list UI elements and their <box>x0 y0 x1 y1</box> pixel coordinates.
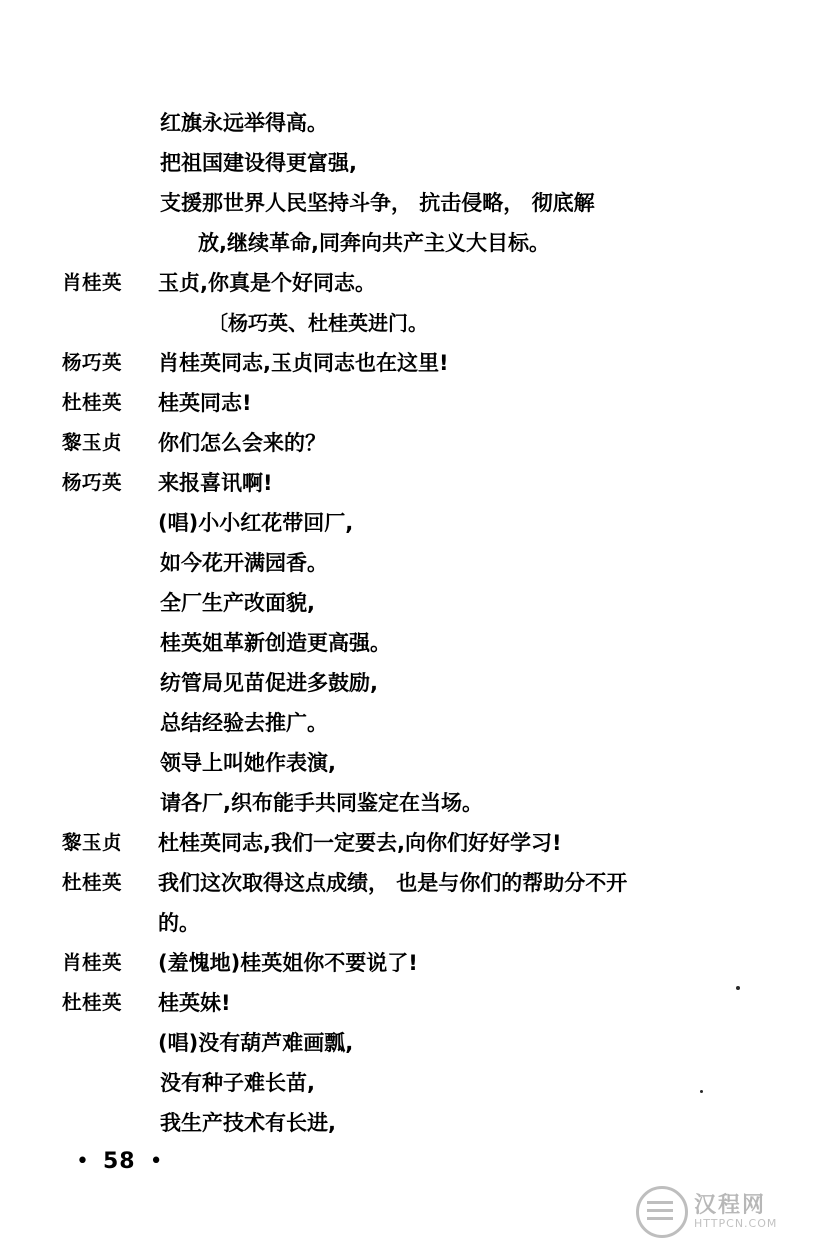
script-line <box>62 904 762 942</box>
script-line <box>62 704 762 742</box>
script-line <box>62 264 762 302</box>
sung-lyric: 请各厂,织布能手共同鉴定在当场。 <box>160 791 483 815</box>
script-line <box>62 1064 762 1102</box>
script-line <box>62 584 762 622</box>
lyric-line: 红旗永远举得高。 <box>160 111 328 135</box>
watermark-logo-icon <box>636 1186 688 1238</box>
script-line <box>62 184 762 222</box>
script-line <box>62 1024 762 1062</box>
speaker-name: 黎玉贞 <box>62 831 123 854</box>
script-line <box>62 464 762 502</box>
sung-lyric: 领导上叫她作表演, <box>160 751 336 775</box>
sung-lyric-first: (唱)没有葫芦难画瓢, <box>158 1031 354 1055</box>
script-line <box>62 344 762 382</box>
sung-lyric-first: (唱)小小红花带回厂, <box>158 511 354 535</box>
page-footer <box>62 1149 762 1174</box>
script-line <box>62 304 762 342</box>
script-line <box>62 544 762 582</box>
script-line <box>62 224 762 262</box>
script-line <box>62 1104 762 1142</box>
sung-lyric: 我生产技术有长进, <box>160 1111 336 1135</box>
dialogue-text: 来报喜讯啊! <box>158 471 273 495</box>
script-line <box>62 504 762 542</box>
speaker-name: 杜桂英 <box>62 871 123 894</box>
script-line <box>62 624 762 662</box>
script-line <box>62 944 762 982</box>
watermark <box>636 1182 806 1242</box>
sung-lyric: 总结经验去推广。 <box>160 711 328 735</box>
speaker-name: 黎玉贞 <box>62 431 123 454</box>
dialogue-text: 玉贞,你真是个好同志。 <box>158 271 376 295</box>
speaker-name: 肖桂英 <box>62 951 123 974</box>
script-body <box>62 104 762 1144</box>
speaker-name: 杨巧英 <box>62 471 123 494</box>
sung-lyric: 如今花开满园香。 <box>160 551 328 575</box>
dialogue-text-continuation: 的。 <box>158 911 200 935</box>
footer-dot-right: • <box>149 1148 163 1174</box>
dialogue-text: 肖桂英同志,玉贞同志也在这里! <box>158 351 449 375</box>
script-line <box>62 744 762 782</box>
dialogue-text: (羞愧地)桂英姐你不要说了! <box>158 951 418 975</box>
dialogue-text: 你们怎么会来的？ <box>158 431 326 455</box>
script-line <box>62 664 762 702</box>
speaker-name: 杜桂英 <box>62 391 123 414</box>
dialogue-text: 桂英妹! <box>158 991 231 1015</box>
speaker-name: 杜桂英 <box>62 991 123 1014</box>
script-line <box>62 384 762 422</box>
stage-direction: 〔杨巧英、杜桂英进门。 <box>208 311 428 335</box>
watermark-text <box>694 1194 777 1230</box>
dialogue-text: 我们这次取得这点成绩， 也是与你们的帮助分不开 <box>158 871 628 895</box>
sung-lyric: 没有种子难长苗, <box>160 1071 315 1095</box>
sung-lyric: 桂英姐革新创造更高强。 <box>160 631 391 655</box>
script-line <box>62 784 762 822</box>
watermark-subtitle: HTTPCN.COM <box>694 1217 778 1231</box>
script-line <box>62 984 762 1022</box>
page-number: 58 <box>102 1149 136 1174</box>
paper-speck <box>736 986 740 990</box>
footer-dot-left: • <box>76 1148 89 1174</box>
lyric-line: 放,继续革命,同奔向共产主义大目标。 <box>198 231 550 255</box>
lyric-line: 把祖国建设得更富强, <box>160 151 357 175</box>
script-line <box>62 104 762 142</box>
speaker-name: 肖桂英 <box>62 271 123 294</box>
paper-speck <box>700 1090 703 1093</box>
sung-lyric: 全厂生产改面貌, <box>160 591 315 615</box>
lyric-line: 支援那世界人民坚持斗争， 抗击侵略， 彻底解 <box>160 191 595 215</box>
watermark-title: 汉程网 <box>694 1192 767 1218</box>
dialogue-text: 桂英同志! <box>158 391 252 415</box>
script-line <box>62 144 762 182</box>
sung-lyric: 纺管局见苗促进多鼓励, <box>160 671 378 695</box>
script-line <box>62 864 762 902</box>
speaker-name: 杨巧英 <box>62 351 123 374</box>
script-line <box>62 424 762 462</box>
dialogue-text: 杜桂英同志,我们一定要去,向你们好好学习! <box>158 831 562 855</box>
script-line <box>62 824 762 862</box>
